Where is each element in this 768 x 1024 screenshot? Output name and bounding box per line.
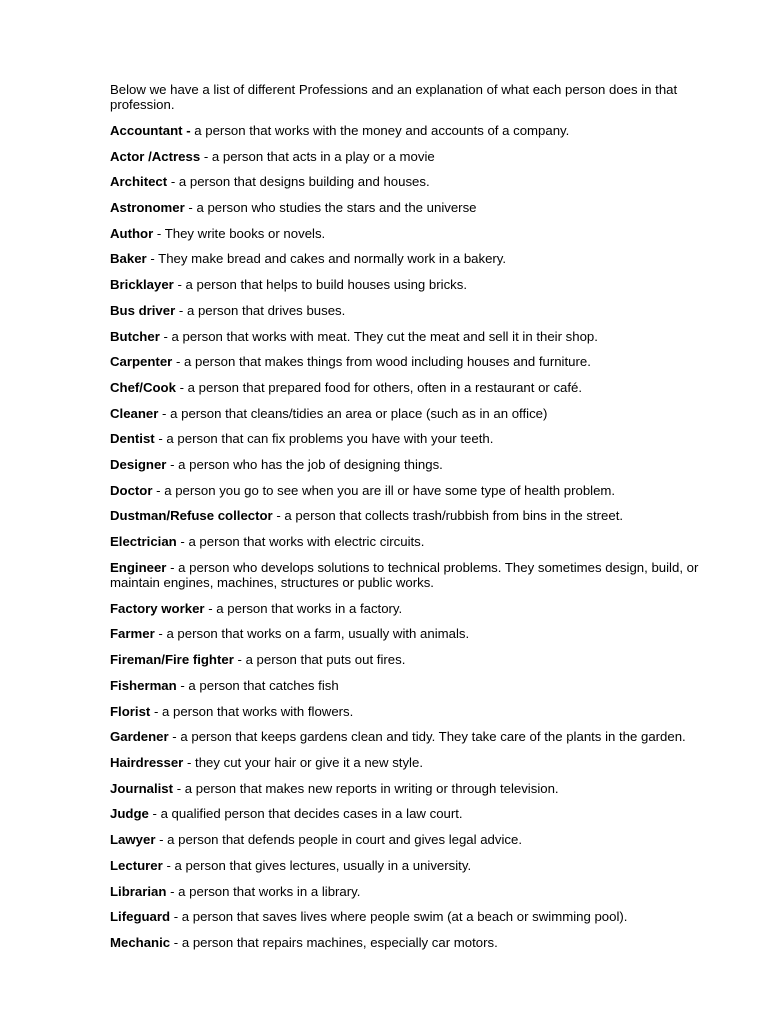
profession-definition: - a person who develops solutions to technical problems. They sometimes design, build, or maintain engines, machines, structures or public works.	[110, 559, 699, 591]
profession-definition: - a person you go to see when you are ill or have some type of health problem.	[152, 482, 616, 498]
profession-definition: - a person who studies the stars and the universe	[184, 200, 477, 216]
profession-entry	[110, 560, 710, 590]
profession-term: Bus driver	[110, 302, 176, 318]
profession-term: Gardener	[110, 729, 169, 745]
profession-definition: a person that works with the money and accounts of a company.	[190, 122, 570, 138]
profession-entry	[110, 483, 710, 498]
profession-entry	[110, 277, 710, 292]
profession-entry	[110, 626, 710, 641]
profession-definition: - a person that puts out fires.	[233, 652, 406, 668]
profession-term: Lifeguard	[110, 909, 171, 925]
profession-term: Mechanic	[110, 934, 171, 950]
profession-term: Librarian	[110, 883, 167, 899]
profession-definition: - a person that saves lives where people swim (at a beach or swimming pool).	[170, 909, 628, 925]
profession-term: Designer	[110, 457, 167, 473]
profession-term: Factory worker	[110, 600, 205, 616]
profession-definition: - a person that works with meat. They cut the meat and sell it in their shop.	[159, 328, 598, 344]
profession-entry	[110, 431, 710, 446]
profession-entry	[110, 755, 710, 770]
profession-entry	[110, 678, 710, 693]
profession-entry	[110, 329, 710, 344]
profession-term: Butcher	[110, 328, 160, 344]
profession-definition: - a person that prepared food for others, often in a restaurant or café.	[175, 379, 583, 395]
profession-definition: - a person that works in a factory.	[204, 600, 403, 616]
profession-definition: - a person that works in a library.	[166, 883, 361, 899]
document-page	[110, 82, 710, 961]
profession-term: Bricklayer	[110, 277, 174, 293]
profession-entry	[110, 149, 710, 164]
profession-term: Florist	[110, 703, 151, 719]
profession-definition: - a person that acts in a play or a movie	[200, 148, 435, 164]
profession-entry	[110, 806, 710, 821]
profession-entry	[110, 457, 710, 472]
profession-definition: - a person that can fix problems you have with your teeth.	[154, 431, 494, 447]
profession-definition: - They write books or novels.	[153, 225, 326, 241]
profession-definition: - a person that drives buses.	[175, 302, 346, 318]
profession-definition: - a person that makes new reports in writing or through television.	[173, 780, 559, 796]
profession-definition: - a person that designs building and houses.	[167, 174, 430, 190]
profession-definition: - a person who has the job of designing things.	[166, 457, 443, 473]
profession-definition: - a person that defends people in court and gives legal advice.	[155, 832, 523, 848]
profession-term: Cleaner	[110, 405, 159, 421]
profession-entry	[110, 354, 710, 369]
profession-term: Fisherman	[110, 677, 177, 693]
profession-entry	[110, 729, 710, 744]
profession-definition: - a person that repairs machines, especially car motors.	[170, 934, 498, 950]
profession-term: Author	[110, 225, 154, 241]
profession-entry	[110, 935, 710, 950]
profession-term: Engineer	[110, 559, 167, 575]
profession-definition: - a person that works with flowers.	[150, 703, 354, 719]
profession-term: Dentist	[110, 431, 155, 447]
profession-entry	[110, 226, 710, 241]
profession-term: Actor /Actress	[110, 148, 201, 164]
profession-term: Astronomer	[110, 200, 185, 216]
profession-term: Journalist	[110, 780, 174, 796]
profession-definition: - a person that makes things from wood including houses and furniture.	[172, 354, 591, 370]
profession-term: Dustman/Refuse collector	[110, 508, 273, 524]
profession-definition: - a person that cleans/tidies an area or place (such as in an office)	[158, 405, 548, 421]
profession-entry	[110, 704, 710, 719]
profession-term: Carpenter	[110, 354, 173, 370]
intro-paragraph: Below we have a list of different Professions and an explanation of what each person does in that profession.	[110, 82, 678, 113]
profession-entry	[110, 406, 710, 421]
profession-term: Baker	[110, 251, 147, 267]
profession-definition: - a person that works on a farm, usually with animals.	[154, 626, 470, 642]
profession-term: Farmer	[110, 626, 155, 642]
profession-entry	[110, 884, 710, 899]
profession-definition: - a person that helps to build houses using bricks.	[173, 277, 468, 293]
profession-term: Architect	[110, 174, 168, 190]
profession-entry	[110, 832, 710, 847]
profession-definition: - a person that works with electric circuits.	[176, 534, 425, 550]
profession-term: Judge	[110, 806, 149, 822]
profession-term: Fireman/Fire fighter	[110, 652, 234, 668]
profession-entry	[110, 174, 710, 189]
profession-term: Lawyer	[110, 832, 156, 848]
profession-entry	[110, 303, 710, 318]
profession-entry	[110, 123, 710, 138]
profession-definition: - a person that gives lectures, usually in a university.	[162, 857, 472, 873]
profession-definition: - a person that keeps gardens clean and tidy. They take care of the plants in the garden.	[168, 729, 686, 745]
profession-entry	[110, 858, 710, 873]
profession-list	[110, 123, 710, 950]
profession-entry	[110, 601, 710, 616]
profession-term: Electrician	[110, 534, 177, 550]
profession-entry	[110, 508, 710, 523]
profession-term: Accountant -	[110, 122, 191, 138]
profession-term: Chef/Cook	[110, 379, 176, 395]
profession-entry	[110, 534, 710, 549]
profession-term: Lecturer	[110, 857, 163, 873]
profession-term: Doctor	[110, 482, 153, 498]
profession-entry	[110, 909, 710, 924]
profession-entry	[110, 380, 710, 395]
profession-definition: - a person that collects trash/rubbish from bins in the street.	[272, 508, 624, 524]
profession-definition: - a person that catches fish	[176, 677, 339, 693]
profession-definition: - They make bread and cakes and normally work in a bakery.	[146, 251, 507, 267]
profession-entry	[110, 652, 710, 667]
profession-entry	[110, 781, 710, 796]
profession-definition: - they cut your hair or give it a new style.	[183, 754, 423, 770]
profession-term: Hairdresser	[110, 754, 184, 770]
profession-definition: - a qualified person that decides cases in a law court.	[148, 806, 463, 822]
profession-entry	[110, 200, 710, 215]
profession-entry	[110, 251, 710, 266]
